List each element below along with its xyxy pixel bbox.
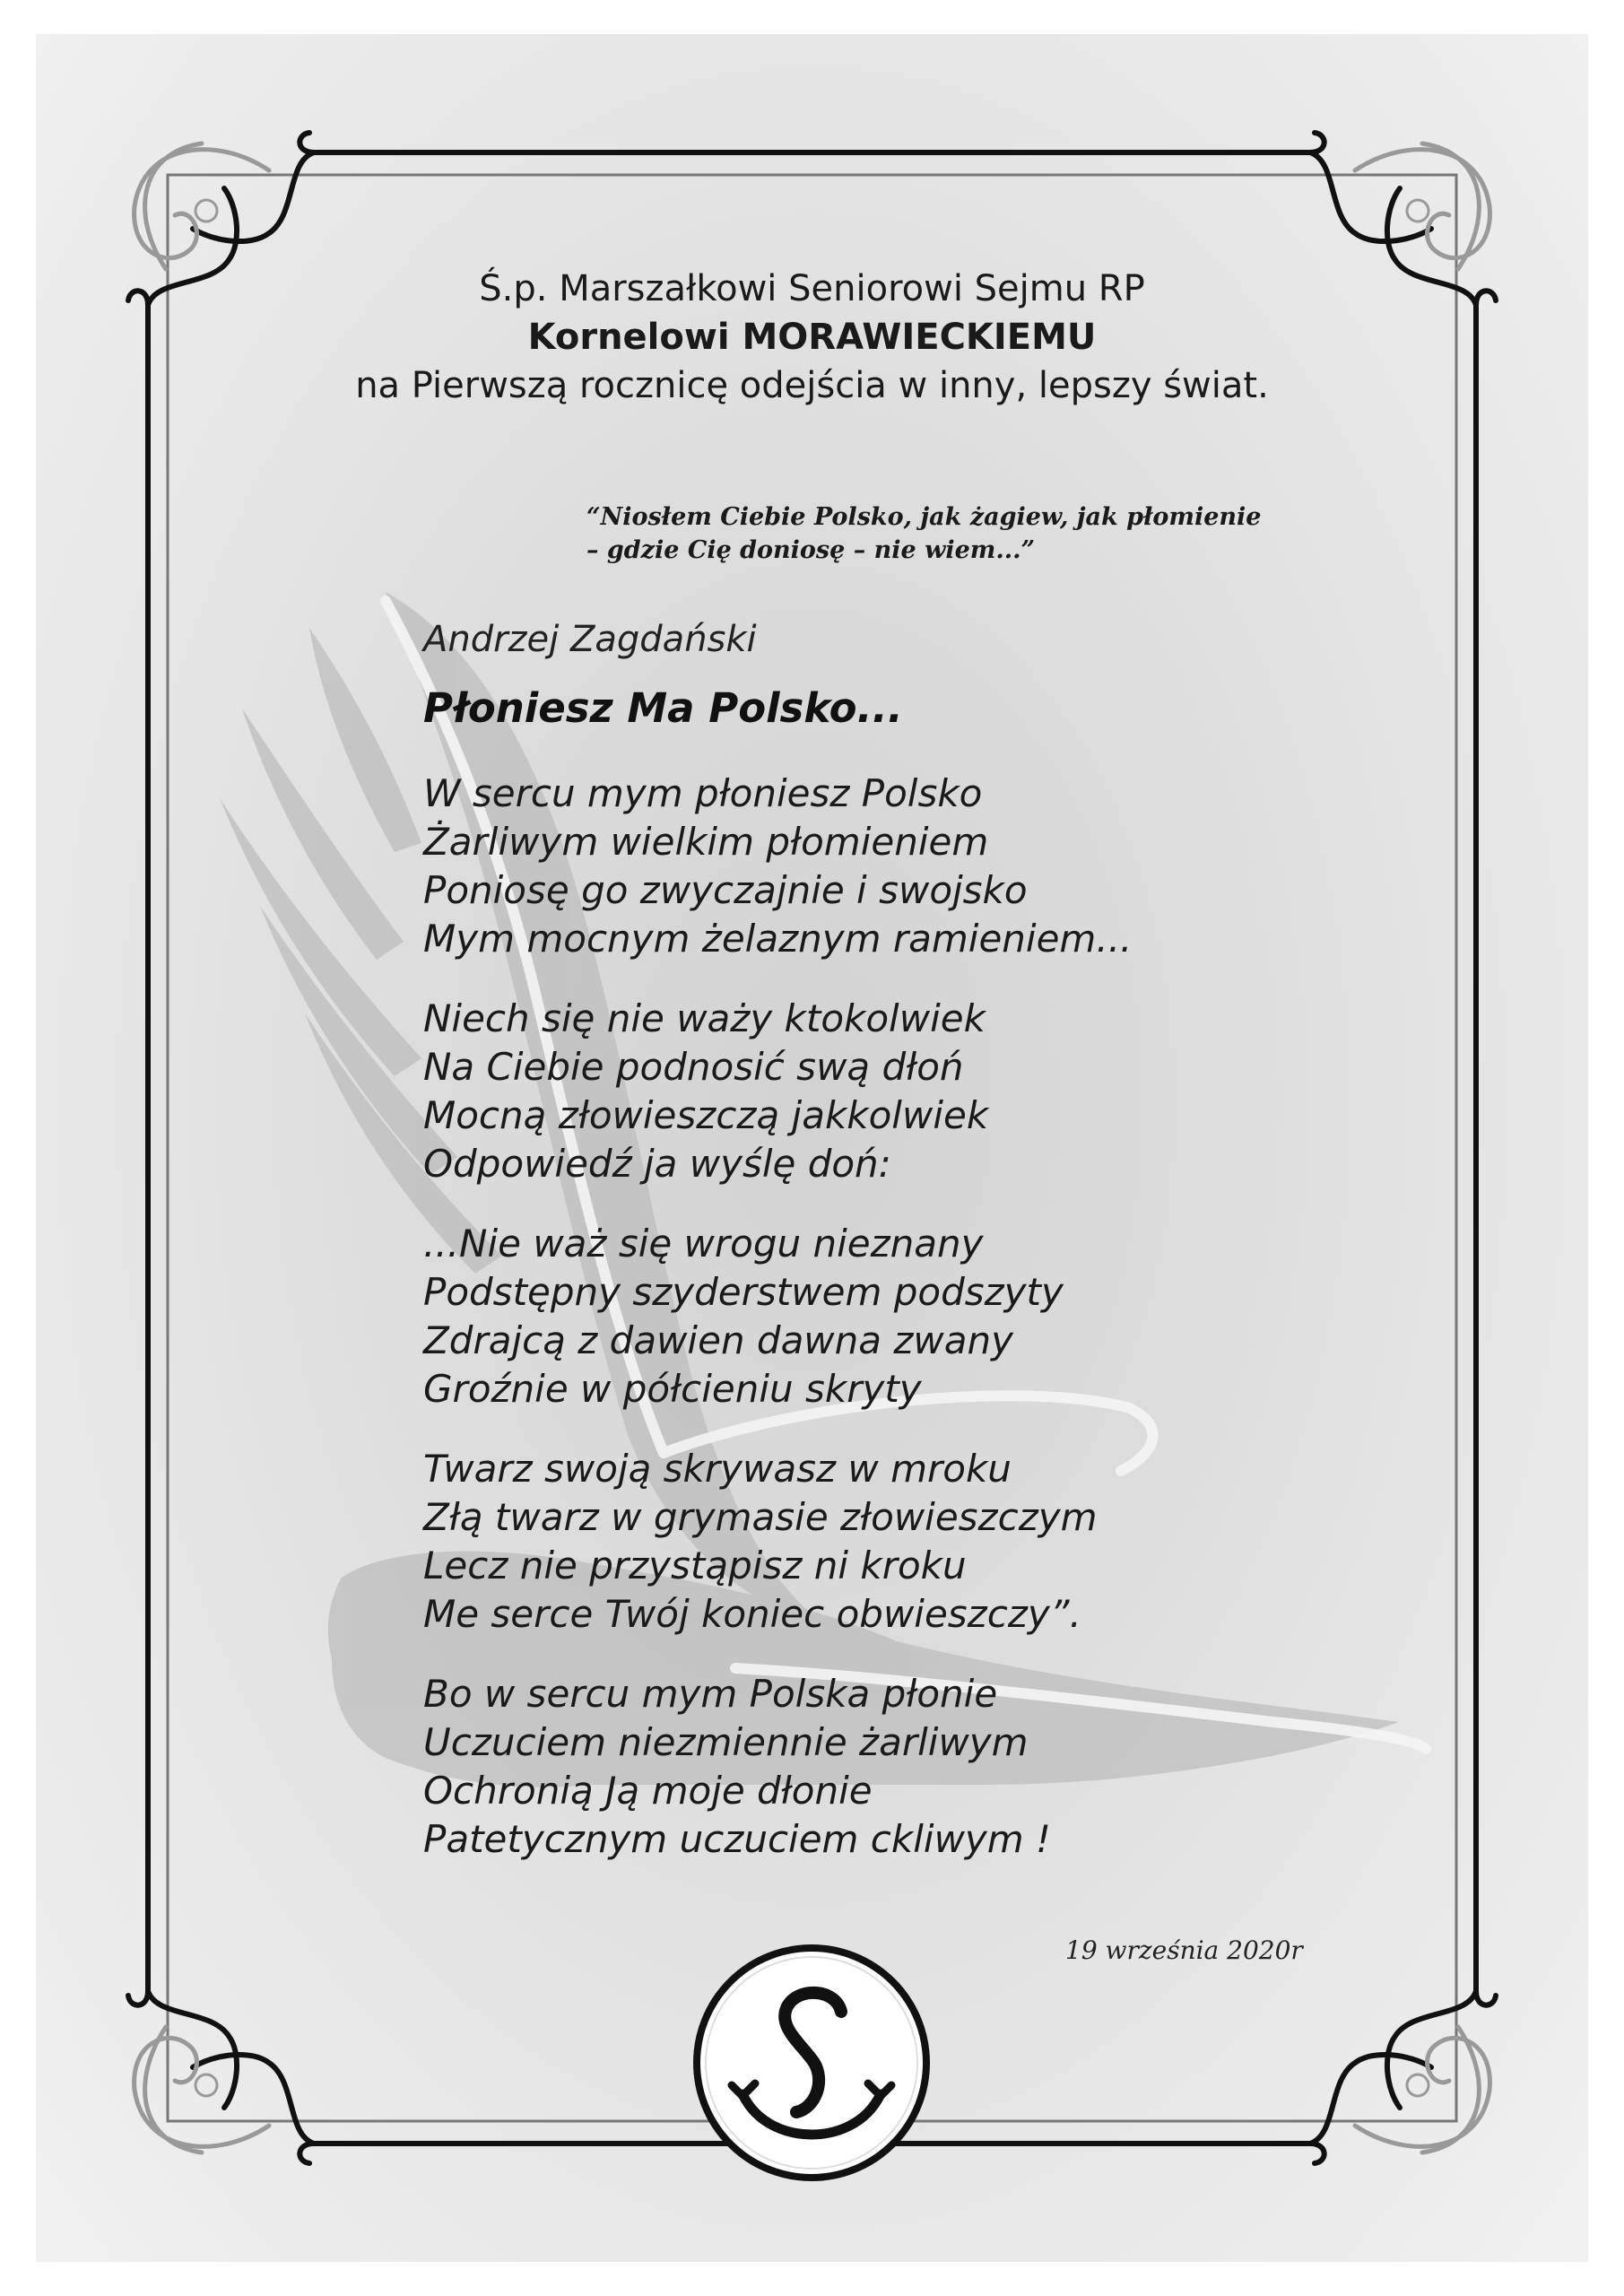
- poem-line: Twarz swoją skrywasz w mroku: [423, 1447, 1012, 1491]
- dedication-line-3: na Pierwszą rocznicę odejścia w inny, lepszy świat.: [355, 365, 1269, 406]
- stanza-1: [423, 770, 1132, 963]
- poem-date: 19 września 2020r: [1065, 1935, 1303, 1965]
- poem-line: Mocną złowieszczą jakkolwiek: [423, 1093, 989, 1137]
- poem-author: Andrzej Zagdański: [423, 619, 757, 660]
- epigraph-line-1: “Niosłem Ciebie Polsko, jak żagiew, jak płomienie: [586, 503, 1262, 531]
- poem-line: Zdrajcą z dawien dawna zwany: [423, 1318, 1013, 1362]
- epigraph-line-2: – gdzie Cię doniosę – nie wiem...”: [586, 536, 1036, 564]
- poem-line: Mym mocnym żelaznym ramieniem...: [423, 917, 1133, 961]
- poem-line: Podstępny szyderstwem podszyty: [423, 1270, 1064, 1314]
- poem-line: Bo w sercu mym Polska płonie: [423, 1672, 998, 1716]
- poem-line: W sercu mym płoniesz Polsko: [423, 771, 983, 815]
- poem-line: Na Ciebie podnosić swą dłoń: [423, 1045, 964, 1089]
- poem-line: Patetycznym uczuciem ckliwym !: [423, 1817, 1051, 1861]
- dedication-header: [0, 265, 1624, 410]
- poem-line: Żarliwym wielkim płomieniem: [423, 820, 989, 864]
- epigraph: [586, 500, 1394, 567]
- poem-line: Groźnie w półcieniu skryty: [423, 1367, 922, 1411]
- poem-line: Me serce Twój koniec obwieszczy”.: [423, 1592, 1081, 1636]
- dedication-line-2: Kornelowi MORAWIECKIEMU: [527, 317, 1097, 358]
- poem-line: Poniosę go zwyczajnie i swojsko: [423, 868, 1028, 912]
- poem-body: [423, 770, 1132, 1895]
- poem-line: ...Nie waż się wrogu nieznany: [423, 1222, 984, 1265]
- poem-line: Odpowiedź ja wyślę doń:: [423, 1142, 891, 1186]
- poem-line: Uczuciem niezmiennie żarliwym: [423, 1720, 1029, 1764]
- dedication-line-1: Ś.p. Marszałkowi Seniorowi Sejmu RP: [479, 268, 1145, 309]
- poem-line: Lecz nie przystąpisz ni kroku: [423, 1544, 967, 1587]
- kotwica-anchor-icon: [690, 1942, 933, 2184]
- poem-line: Niech się nie waży ktokolwiek: [423, 996, 986, 1040]
- poem-line: Ochronią Ją moje dłonie: [423, 1769, 873, 1813]
- stanza-2: [423, 995, 1132, 1188]
- poem-line: Złą twarz w grymasie złowieszczym: [423, 1495, 1098, 1539]
- stanza-5: [423, 1670, 1132, 1864]
- stanza-4: [423, 1445, 1132, 1639]
- poem-title: Płoniesz Ma Polsko...: [423, 684, 903, 732]
- stanza-3: [423, 1220, 1132, 1413]
